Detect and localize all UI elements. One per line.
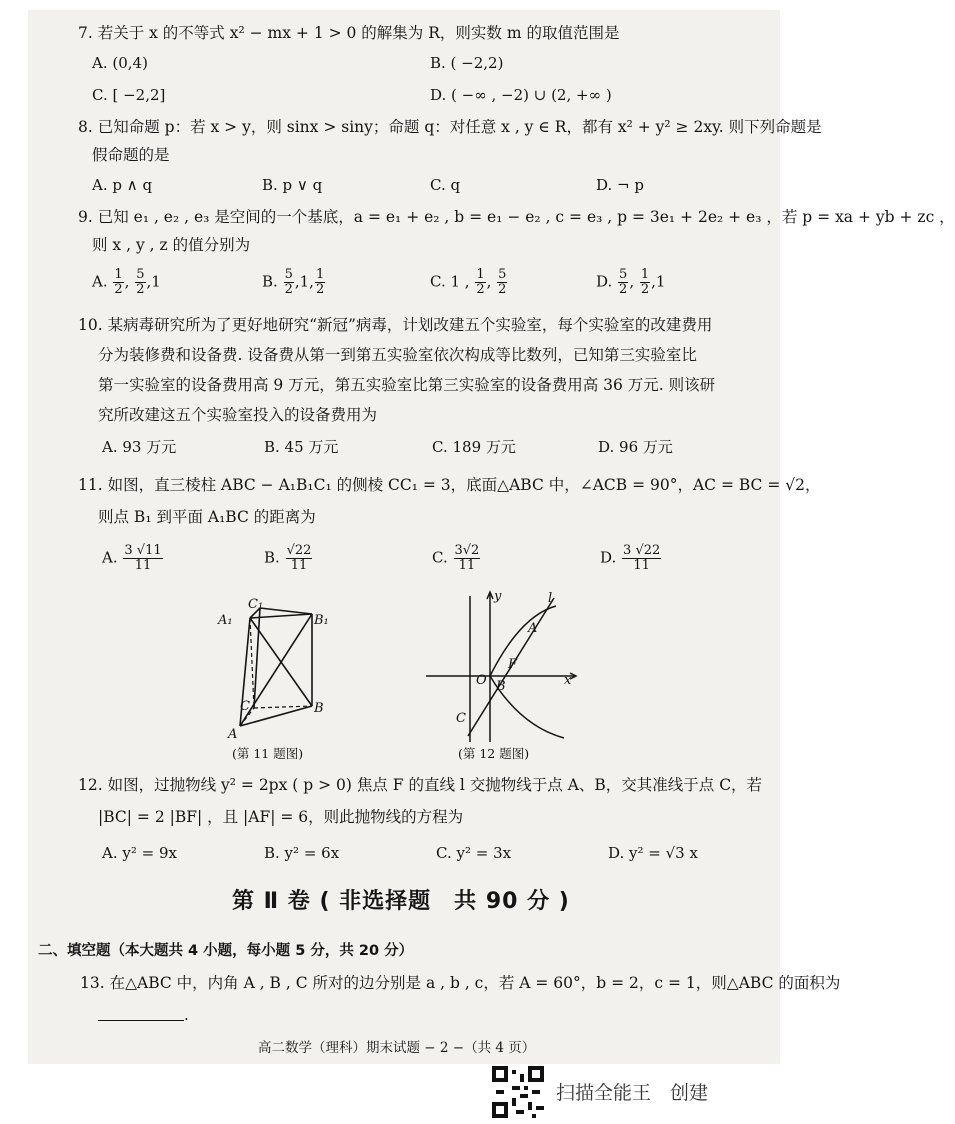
q9-c-frac1-den: 2 bbox=[476, 282, 485, 297]
q9-stem-line2: 则 x , y , z 的值分别为 bbox=[92, 236, 251, 254]
q11-line1: 11. 如图，直三棱柱 ABC − A₁B₁C₁ 的侧棱 CC₁ = 3，底面△ABC 中，∠ACB = 90°，AC = BC = √2， bbox=[78, 476, 821, 494]
q8-stem: 8. 已知命题 p：若 x > y，则 sinx > siny；命题 q：对任意 x , y ∈ R，都有 x² + y² ≥ 2xy. 则下列命题是 bbox=[78, 118, 822, 136]
q9-b-frac2-den: 2 bbox=[315, 282, 325, 297]
label-l: l bbox=[548, 591, 553, 606]
q9-option-d: D. $\frac{5}{2}$ , $\frac{1}{2}$ ,1 bbox=[596, 267, 666, 297]
q9-d-frac1-num: 5 bbox=[619, 267, 628, 282]
q9-d-label: D. bbox=[596, 272, 613, 291]
q11-option-a bbox=[102, 544, 164, 573]
q10-line3: 第一实验室的设备费用高 9 万元，第五实验室比第三实验室的设备费用高 36 万元. 则该研 bbox=[98, 376, 716, 394]
q10-line4: 究所改建这五个实验室投入的设备费用为 bbox=[98, 406, 378, 424]
q7-option-a: A. (0,4) bbox=[92, 54, 148, 72]
q9-a-frac2-den: 2 bbox=[136, 282, 145, 297]
q9-c-frac2 bbox=[497, 268, 507, 297]
q10-option-b: B. 45 万元 bbox=[264, 438, 339, 456]
q11-d-frac bbox=[622, 544, 661, 573]
figure-12-caption: (第 12 题图) bbox=[458, 746, 530, 761]
label-a: A bbox=[228, 727, 238, 742]
q9-b-frac2-num: 1 bbox=[315, 267, 325, 282]
q9-option-c: C. 1 , $\frac{1}{2}$ , $\frac{5}{2}$ bbox=[430, 267, 507, 297]
edge-c1-b1 bbox=[260, 608, 312, 614]
q11-option-b bbox=[264, 544, 313, 573]
q11-d-den: 11 bbox=[633, 558, 650, 573]
label-c1: C₁ bbox=[248, 597, 264, 612]
label-f: F bbox=[508, 657, 518, 672]
q9-d-frac1 bbox=[618, 268, 628, 297]
q11-c-den: 11 bbox=[458, 558, 476, 573]
label-o: O bbox=[476, 673, 487, 688]
qr-code-icon bbox=[492, 1066, 544, 1118]
q12-option-a: A. y² = 9x bbox=[102, 844, 177, 862]
q9-a-frac1-den: 2 bbox=[114, 282, 123, 297]
label-b1: B₁ bbox=[314, 613, 329, 628]
label-a: A bbox=[528, 621, 538, 636]
q9-c-label: C. 1 , bbox=[430, 272, 470, 291]
q9-a-frac2-num: 5 bbox=[136, 267, 145, 282]
q9-a-frac2 bbox=[135, 268, 145, 297]
q9-d-tail: ,1 bbox=[651, 272, 666, 291]
q13-blank-end: . bbox=[184, 1006, 189, 1024]
q9-d-frac2 bbox=[640, 268, 650, 297]
q8-option-a: A. p ∧ q bbox=[92, 176, 153, 194]
fill-in-heading: 二、填空题（本大题共 4 小题，每小题 5 分，共 20 分） bbox=[38, 943, 414, 959]
q12-line1: 12. 如图，过抛物线 y² = 2px ( p > 0) 焦点 F 的直线 l 交抛物线于点 A、B，交其准线于点 C，若 bbox=[78, 776, 763, 794]
q9-stem: 9. 已知 e₁ , e₂ , e₃ 是空间的一个基底，a = e₁ + e₂ , b = e₁ − e₂ , c = e₃ , p = 3e₁ + 2e₂ + e₃ ，若 p = xa + yb + zc ， bbox=[78, 208, 955, 226]
q11-c-frac bbox=[454, 544, 481, 573]
q12-option-c: C. y² = 3x bbox=[436, 844, 512, 862]
q11-b-num: √22 bbox=[286, 543, 312, 558]
q11-c-label: C. bbox=[432, 548, 448, 567]
page-footer: 高二数学（理科）期末试题 − 2 −（共 4 页） bbox=[258, 1040, 536, 1056]
q11-option-c bbox=[432, 544, 481, 573]
scanner-watermark: 扫描全能王 创建 bbox=[556, 1082, 709, 1104]
q11-d-label: D. bbox=[600, 548, 617, 567]
q9-c-frac2-den: 2 bbox=[498, 282, 507, 297]
figure-11-caption: (第 11 题图) bbox=[232, 746, 304, 761]
q7-stem: 7. 若关于 x 的不等式 x² − mx + 1 > 0 的解集为 R，则实数 m 的取值范围是 bbox=[78, 24, 620, 42]
q9-b-frac1-den: 2 bbox=[284, 282, 293, 297]
q7-option-b: B. ( −2,2) bbox=[430, 54, 504, 72]
q12-option-b: B. y² = 6x bbox=[264, 844, 340, 862]
q10-line2: 分为装修费和设备费. 设备费从第一到第五实验室依次构成等比数列，已知第三实验室比 bbox=[98, 346, 697, 364]
q9-b-frac2 bbox=[315, 268, 325, 297]
q7-option-d: D. ( −∞ , −2) ∪ (2, +∞ ) bbox=[430, 86, 612, 104]
label-c: C bbox=[240, 699, 250, 714]
q9-b-frac1-num: 5 bbox=[284, 267, 293, 282]
q8-option-c: C. q bbox=[430, 176, 461, 194]
q9-d-frac1-den: 2 bbox=[619, 282, 628, 297]
q9-d-frac2-num: 1 bbox=[640, 267, 650, 282]
q9-b-label: B. bbox=[262, 272, 278, 291]
q9-option-b bbox=[262, 268, 326, 297]
parabola-curve bbox=[490, 606, 564, 738]
q9-a-frac1 bbox=[113, 268, 123, 297]
q9-b-mid: ,1, bbox=[294, 272, 314, 291]
q7-option-c: C. [ −2,2] bbox=[92, 86, 166, 104]
q11-b-label: B. bbox=[264, 548, 280, 567]
q11-b-den: 11 bbox=[290, 558, 308, 573]
q12-option-d: D. y² = √3 x bbox=[608, 844, 698, 862]
q10-line1: 10. 某病毒研究所为了更好地研究“新冠”病毒，计划改建五个实验室，每个实验室的改建费用 bbox=[78, 316, 713, 334]
label-a1: A₁ bbox=[218, 613, 233, 628]
q9-a-tail: ,1 bbox=[146, 272, 161, 291]
figure-12-parabola bbox=[424, 586, 594, 744]
edge-c1-c bbox=[254, 608, 260, 708]
q13-stem: 13. 在△ABC 中，内角 A , B , C 所对的边分别是 a , b , c，若 A = 60°，b = 2，c = 1，则△ABC 的面积为 bbox=[80, 974, 841, 992]
q8-option-d: D. ¬ p bbox=[596, 176, 644, 194]
q8-option-b: B. p ∨ q bbox=[262, 176, 323, 194]
figure-11-prism bbox=[212, 596, 342, 744]
q9-a-label: A. bbox=[92, 272, 108, 291]
q9-d-frac2-den: 2 bbox=[640, 282, 650, 297]
q8-stem-line2: 假命题的是 bbox=[92, 146, 170, 164]
q11-a-num: 3 √11 bbox=[124, 543, 162, 558]
q11-a-den: 11 bbox=[134, 558, 152, 573]
q9-c-frac1 bbox=[475, 268, 485, 297]
q11-b-frac bbox=[286, 544, 313, 573]
label-b: B bbox=[496, 679, 506, 694]
q9-c-frac1-num: 1 bbox=[476, 267, 485, 282]
q9-option-a: A. $\frac{1}{2}$ , $\frac{5}{2}$ ,1 bbox=[92, 267, 161, 297]
q9-b-frac1 bbox=[284, 268, 294, 297]
q9-a-frac1-num: 1 bbox=[114, 267, 123, 282]
edge-a1-c-hidden bbox=[250, 618, 254, 708]
q13-answer-blank bbox=[98, 1020, 184, 1021]
q12-line2: |BC| = 2 |BF| ，且 |AF| = 6，则此抛物线的方程为 bbox=[98, 808, 464, 826]
q11-d-num: 3 √22 bbox=[623, 543, 661, 558]
q11-line2: 则点 B₁ 到平面 A₁BC 的距离为 bbox=[98, 508, 316, 526]
q11-a-label: A. bbox=[102, 548, 118, 567]
q11-option-d bbox=[600, 544, 662, 573]
q11-a-frac bbox=[123, 544, 162, 573]
q11-c-num: 3√2 bbox=[454, 543, 480, 558]
q10-option-c: C. 189 万元 bbox=[432, 438, 516, 456]
label-x: x bbox=[564, 673, 572, 688]
q9-c-frac2-num: 5 bbox=[498, 267, 507, 282]
q10-option-a: A. 93 万元 bbox=[102, 438, 177, 456]
label-b: B bbox=[314, 701, 324, 716]
label-c: C bbox=[456, 711, 466, 726]
section-title: 第 Ⅱ 卷 ( 非选择题 共 90 分 ) bbox=[232, 889, 570, 914]
q10-option-d: D. 96 万元 bbox=[598, 438, 673, 456]
label-y: y bbox=[494, 589, 502, 604]
